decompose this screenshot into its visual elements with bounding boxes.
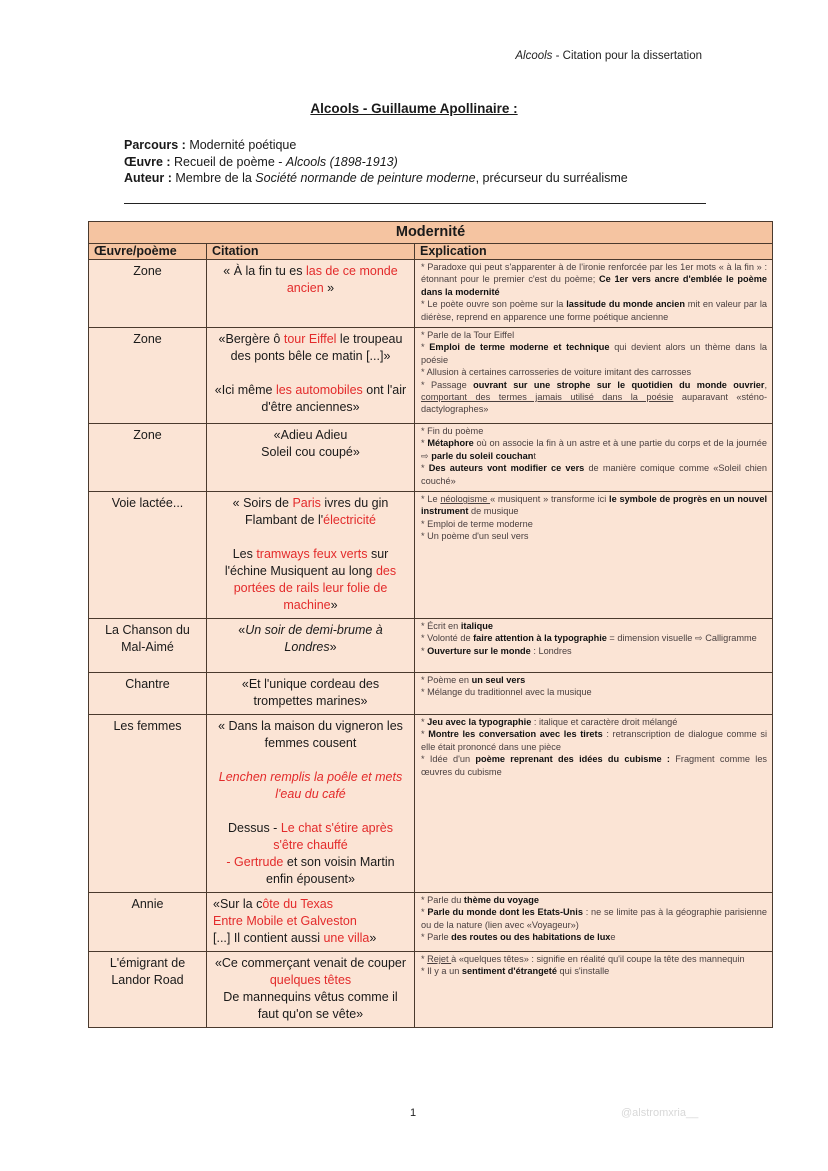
text-run: Parle du monde dont les Etats-Unis — [427, 907, 583, 918]
explication-bullet — [421, 366, 767, 378]
text-run: à «quelques têtes» : signifie en réalité qu'il coupe la tête des mannequin — [451, 954, 745, 964]
text-run: «Et l'unique cordeau des trompettes marines» — [241, 677, 380, 708]
explication-bullet — [421, 686, 767, 698]
explication-bullet — [421, 341, 767, 366]
text-run: « Dans la maison du vigneron les femmes cousent — [218, 719, 403, 750]
poem-cell: Annie — [89, 893, 207, 952]
explication-bullet — [421, 728, 767, 753]
text-run: * — [421, 717, 428, 727]
text-run: « — [238, 623, 246, 637]
text-run: Des auteurs vont modifier ce vers — [428, 463, 585, 474]
explication-cell — [415, 619, 773, 673]
text-run: * — [421, 645, 428, 656]
poem-cell: L'émigrant de Landor Road — [89, 952, 207, 1028]
meta-auteur-italic: Société normande de peinture moderne — [255, 171, 476, 185]
citation-cell — [207, 715, 415, 893]
text-run: thème du voyage — [463, 895, 539, 905]
text-run: * Le — [421, 494, 441, 504]
explication-bullet — [421, 645, 767, 657]
text-run: Emploi de terme moderne et technique — [429, 342, 610, 353]
explication-bullet — [421, 518, 767, 530]
text-run: * Mélange du traditionnel avec la musique — [421, 687, 592, 698]
meta-block — [124, 137, 628, 187]
poem-cell: Voie lactée... — [89, 492, 207, 619]
modernite-table — [88, 221, 773, 1028]
explication-bullet — [421, 493, 767, 518]
table-row — [89, 260, 773, 328]
text-run: * Allusion à certaines carrosseries de voiture imitant des carrosses — [421, 367, 692, 378]
citation-stanza — [213, 718, 408, 752]
text-run: e — [610, 932, 616, 943]
table-row — [89, 952, 773, 1028]
text-run: * Paradoxe qui peut s'apparenter à de l'ironie renforcée par les 1er mots « à la fin » : étonnant pour le premier c'est du poème; — [421, 262, 768, 285]
text-run: * Passage — [421, 379, 474, 390]
text-run: « Soirs de — [232, 496, 293, 510]
text-run: Métaphore — [427, 438, 474, 449]
text-run: * Le poète ouvre son poème sur la — [421, 299, 567, 310]
text-run: * — [421, 954, 428, 964]
text-run: où on associe la fin à un astre et à une partie du corps et de la journée ⇨ — [421, 438, 767, 461]
explication-bullet — [421, 931, 767, 943]
table-row — [89, 424, 773, 492]
explication-bullet — [421, 298, 767, 323]
text-run: : retranscription de dialogue comme si elle était prononcé dans une pièce — [421, 729, 768, 752]
citation-cell — [207, 673, 415, 715]
explication-cell — [415, 952, 773, 1028]
text-run: Ouverture sur le monde — [427, 645, 531, 656]
text-run: , — [764, 379, 768, 390]
meta-oeuvre-value: Recueil de poème - — [170, 154, 286, 169]
explication-cell — [415, 893, 773, 952]
explication-bullet — [421, 716, 767, 728]
text-run: * Parle de la Tour Eiffel — [421, 330, 515, 340]
text-run: une villa — [323, 931, 370, 945]
text-run: sentiment d'étrangeté — [461, 966, 557, 977]
spacer — [213, 752, 408, 769]
poem-cell: Zone — [89, 424, 207, 492]
text-run: électricité — [323, 513, 376, 527]
text-run: des portées de rails leur folie de machine — [233, 564, 397, 612]
explication-cell — [415, 492, 773, 619]
explication-cell — [415, 328, 773, 424]
spacer — [213, 365, 408, 382]
poem-cell: Chantre — [89, 673, 207, 715]
text-run: le troupeau des ponts bêle ce matin [...]» — [230, 332, 403, 363]
text-run: auparavant «sténo-dactylographes» — [421, 392, 768, 415]
text-run: italique — [460, 621, 493, 631]
text-run: ouvrant sur une strophe sur le quotidien du monde ouvrier — [473, 379, 765, 390]
text-run: Un soir de demi-brume à Londres — [245, 623, 383, 654]
text-run: * Parle du — [421, 895, 464, 905]
explication-bullet — [421, 894, 767, 906]
citation-stanza — [213, 495, 408, 529]
meta-parcours-value: Modernité poétique — [185, 138, 297, 152]
text-run: Jeu avec la typographie — [427, 717, 532, 727]
text-run: qui devient alors un thème dans la poésie — [421, 342, 768, 365]
text-run: * — [421, 907, 428, 918]
citation-cell — [207, 893, 415, 952]
text-run: las de ce monde ancien — [286, 264, 398, 295]
text-run: - Gertrude — [226, 855, 284, 869]
explication-bullet — [421, 965, 767, 977]
explication-bullet — [421, 379, 767, 416]
table-banner: Modernité — [89, 222, 773, 244]
text-run: [...] Il contient aussi — [213, 931, 324, 945]
table-row — [89, 673, 773, 715]
text-run: = dimension visuelle ⇨ Calligramme — [606, 633, 757, 644]
table-row — [89, 715, 773, 893]
meta-parcours-label: Parcours : — [124, 138, 186, 152]
text-run: et son voisin Martin enfin épousent» — [266, 855, 395, 886]
explication-bullet — [421, 329, 767, 341]
citation-stanza — [213, 382, 408, 416]
table-row — [89, 492, 773, 619]
citation-cell — [207, 619, 415, 673]
text-run: un seul vers — [471, 675, 526, 685]
citation-line — [213, 896, 408, 913]
citation-cell — [207, 492, 415, 619]
citation-line: Soleil cou coupé» — [261, 445, 360, 459]
text-run: «Bergère ô — [218, 332, 284, 346]
explication-bullet — [421, 462, 767, 487]
text-run: parle du soleil couchan — [431, 450, 534, 461]
text-run: : Londres — [530, 645, 572, 656]
explication-bullet — [421, 261, 767, 298]
text-run: Fragment comme les œuvres du cubisme — [421, 754, 768, 777]
text-run: quelques têtes — [269, 973, 352, 987]
table-row — [89, 328, 773, 424]
text-run: «Ici même — [214, 383, 276, 397]
explication-bullet — [421, 753, 767, 778]
explication-cell — [415, 424, 773, 492]
citation-cell — [207, 260, 415, 328]
meta-oeuvre — [124, 154, 628, 171]
poem-cell: Zone — [89, 260, 207, 328]
table-body — [89, 260, 773, 1028]
text-run: * — [421, 438, 428, 449]
text-run: «Sur la c — [213, 897, 263, 911]
header-explication: Explication — [415, 244, 773, 260]
explication-bullet — [421, 437, 767, 462]
citation-cell — [207, 952, 415, 1028]
table-row — [89, 619, 773, 673]
text-run: » — [330, 598, 338, 612]
text-run: poème reprenant des idées du cubisme : — [475, 754, 670, 765]
running-header — [515, 50, 702, 62]
meta-auteur — [124, 170, 628, 187]
text-run: * — [421, 342, 430, 353]
citation-stanza — [213, 331, 408, 365]
running-header-subtitle: - Citation pour la dissertation — [552, 50, 702, 62]
text-run: Paris — [292, 496, 321, 510]
header-oeuvre: Œuvre/poème — [89, 244, 207, 260]
text-run: » — [369, 931, 377, 945]
text-run: qui s'installe — [556, 966, 610, 977]
text-run: comportant des termes jamais utilisé dans la poésie — [421, 392, 674, 403]
explication-bullet — [421, 425, 767, 437]
watermark-handle: @alstromxria__ — [621, 1107, 699, 1119]
horizontal-rule — [124, 203, 706, 204]
text-run: : italique et caractère droit mélangé — [531, 717, 678, 727]
text-run: : ne se limite pas à la géographie parisienne ou de la nature (lien avec «Voyageur») — [421, 907, 768, 930]
citation-line — [213, 930, 408, 947]
citation-stanza — [213, 769, 408, 803]
explication-bullet — [421, 620, 767, 632]
document-title: Alcools - Guillaume Apollinaire : — [310, 101, 518, 116]
text-run: les automobiles — [275, 383, 363, 397]
meta-auteur-value-end: , précurseur du surréalisme — [475, 171, 628, 185]
text-run: * Idée d'un — [421, 754, 476, 765]
citation-cell — [207, 424, 415, 492]
table-row — [89, 893, 773, 952]
spacer — [213, 803, 408, 820]
text-run: néologisme — [440, 494, 491, 504]
meta-parcours — [124, 137, 628, 154]
text-run: * Il y a un — [421, 966, 462, 977]
text-run: tramways feux verts — [256, 547, 368, 561]
text-run: des routes ou des habitations de lux — [451, 932, 611, 943]
text-run: * Volonté de — [421, 633, 474, 644]
text-run: de musique — [468, 506, 519, 517]
explication-bullet — [421, 530, 767, 542]
text-run: lassitude du monde ancien — [566, 299, 685, 310]
text-run: Lenchen remplis la poêle et mets l'eau du café — [218, 770, 403, 801]
citation-stanza — [213, 820, 408, 888]
explication-bullet — [421, 906, 767, 931]
text-run: * — [421, 463, 429, 474]
text-run: « À la fin tu es — [223, 264, 306, 278]
meta-oeuvre-italic: Alcools (1898-1913) — [285, 154, 398, 169]
text-run: * Écrit en — [421, 621, 461, 631]
text-run: Entre Mobile et Galveston — [213, 914, 357, 928]
text-run: Le chat s'étire après s'être chauffé — [273, 821, 393, 852]
poem-cell: Les femmes — [89, 715, 207, 893]
text-run: sur l'échine Musiquent au long — [224, 547, 389, 578]
meta-auteur-label: Auteur : — [124, 171, 172, 185]
text-run: * Emploi de terme moderne — [421, 518, 533, 529]
text-run: mit en valeur par la diérèse, reprend en apparence une forme poétique ancienne — [421, 299, 768, 322]
text-run: «Ce commerçant venait de couper — [214, 956, 407, 970]
text-run: * — [421, 729, 429, 740]
explication-bullet — [421, 632, 767, 644]
citation-line: «Adieu Adieu — [273, 428, 348, 442]
page-number: 1 — [410, 1107, 417, 1119]
text-run: le symbole de progrès en un nouvel instrument — [421, 494, 768, 517]
text-run: * Parle — [421, 932, 452, 943]
poem-cell: Zone — [89, 328, 207, 424]
text-run: Dessus - — [228, 821, 281, 835]
text-run: t — [533, 450, 536, 461]
meta-oeuvre-label: Œuvre : — [124, 154, 171, 169]
text-run: « musiquent » transforme ici — [490, 494, 610, 504]
explication-cell — [415, 715, 773, 893]
text-run: faire attention à la typographie — [473, 633, 607, 644]
text-run: » — [329, 640, 337, 654]
running-header-title: Alcools — [515, 50, 553, 62]
text-run: ont l'air d'être anciennes» — [261, 383, 407, 414]
citation-line — [213, 913, 408, 930]
text-run: ôte du Texas — [262, 897, 333, 911]
text-run: Ce 1er vers ancre d'emblée le poème dans la modernité — [421, 274, 768, 297]
text-run: * Un poème d'un seul vers — [421, 531, 529, 542]
text-run: Les — [232, 547, 257, 561]
explication-cell — [415, 260, 773, 328]
text-run: * Fin du poème — [421, 426, 484, 436]
text-run: Montre les conversation avec les tirets — [428, 729, 603, 740]
table-header-row — [89, 244, 773, 260]
text-run: De mannequins vêtus comme il faut qu'on se vête» — [223, 990, 398, 1021]
text-run: ivres du gin Flambant de l' — [245, 496, 389, 527]
explication-bullet — [421, 674, 767, 686]
poem-cell: La Chanson du Mal-Aimé — [89, 619, 207, 673]
text-run: » — [323, 281, 335, 295]
explication-cell — [415, 673, 773, 715]
meta-auteur-value: Membre de la — [171, 171, 256, 185]
text-run: Rejet — [427, 954, 452, 964]
text-run: * Poème en — [421, 675, 472, 685]
explication-bullet — [421, 953, 767, 965]
text-run: tour Eiffel — [283, 332, 337, 346]
citation-stanza — [213, 546, 408, 614]
spacer — [213, 529, 408, 546]
citation-cell — [207, 328, 415, 424]
header-citation: Citation — [207, 244, 415, 260]
text-run: de manière comique comme «Soleil chien couché» — [421, 463, 768, 486]
